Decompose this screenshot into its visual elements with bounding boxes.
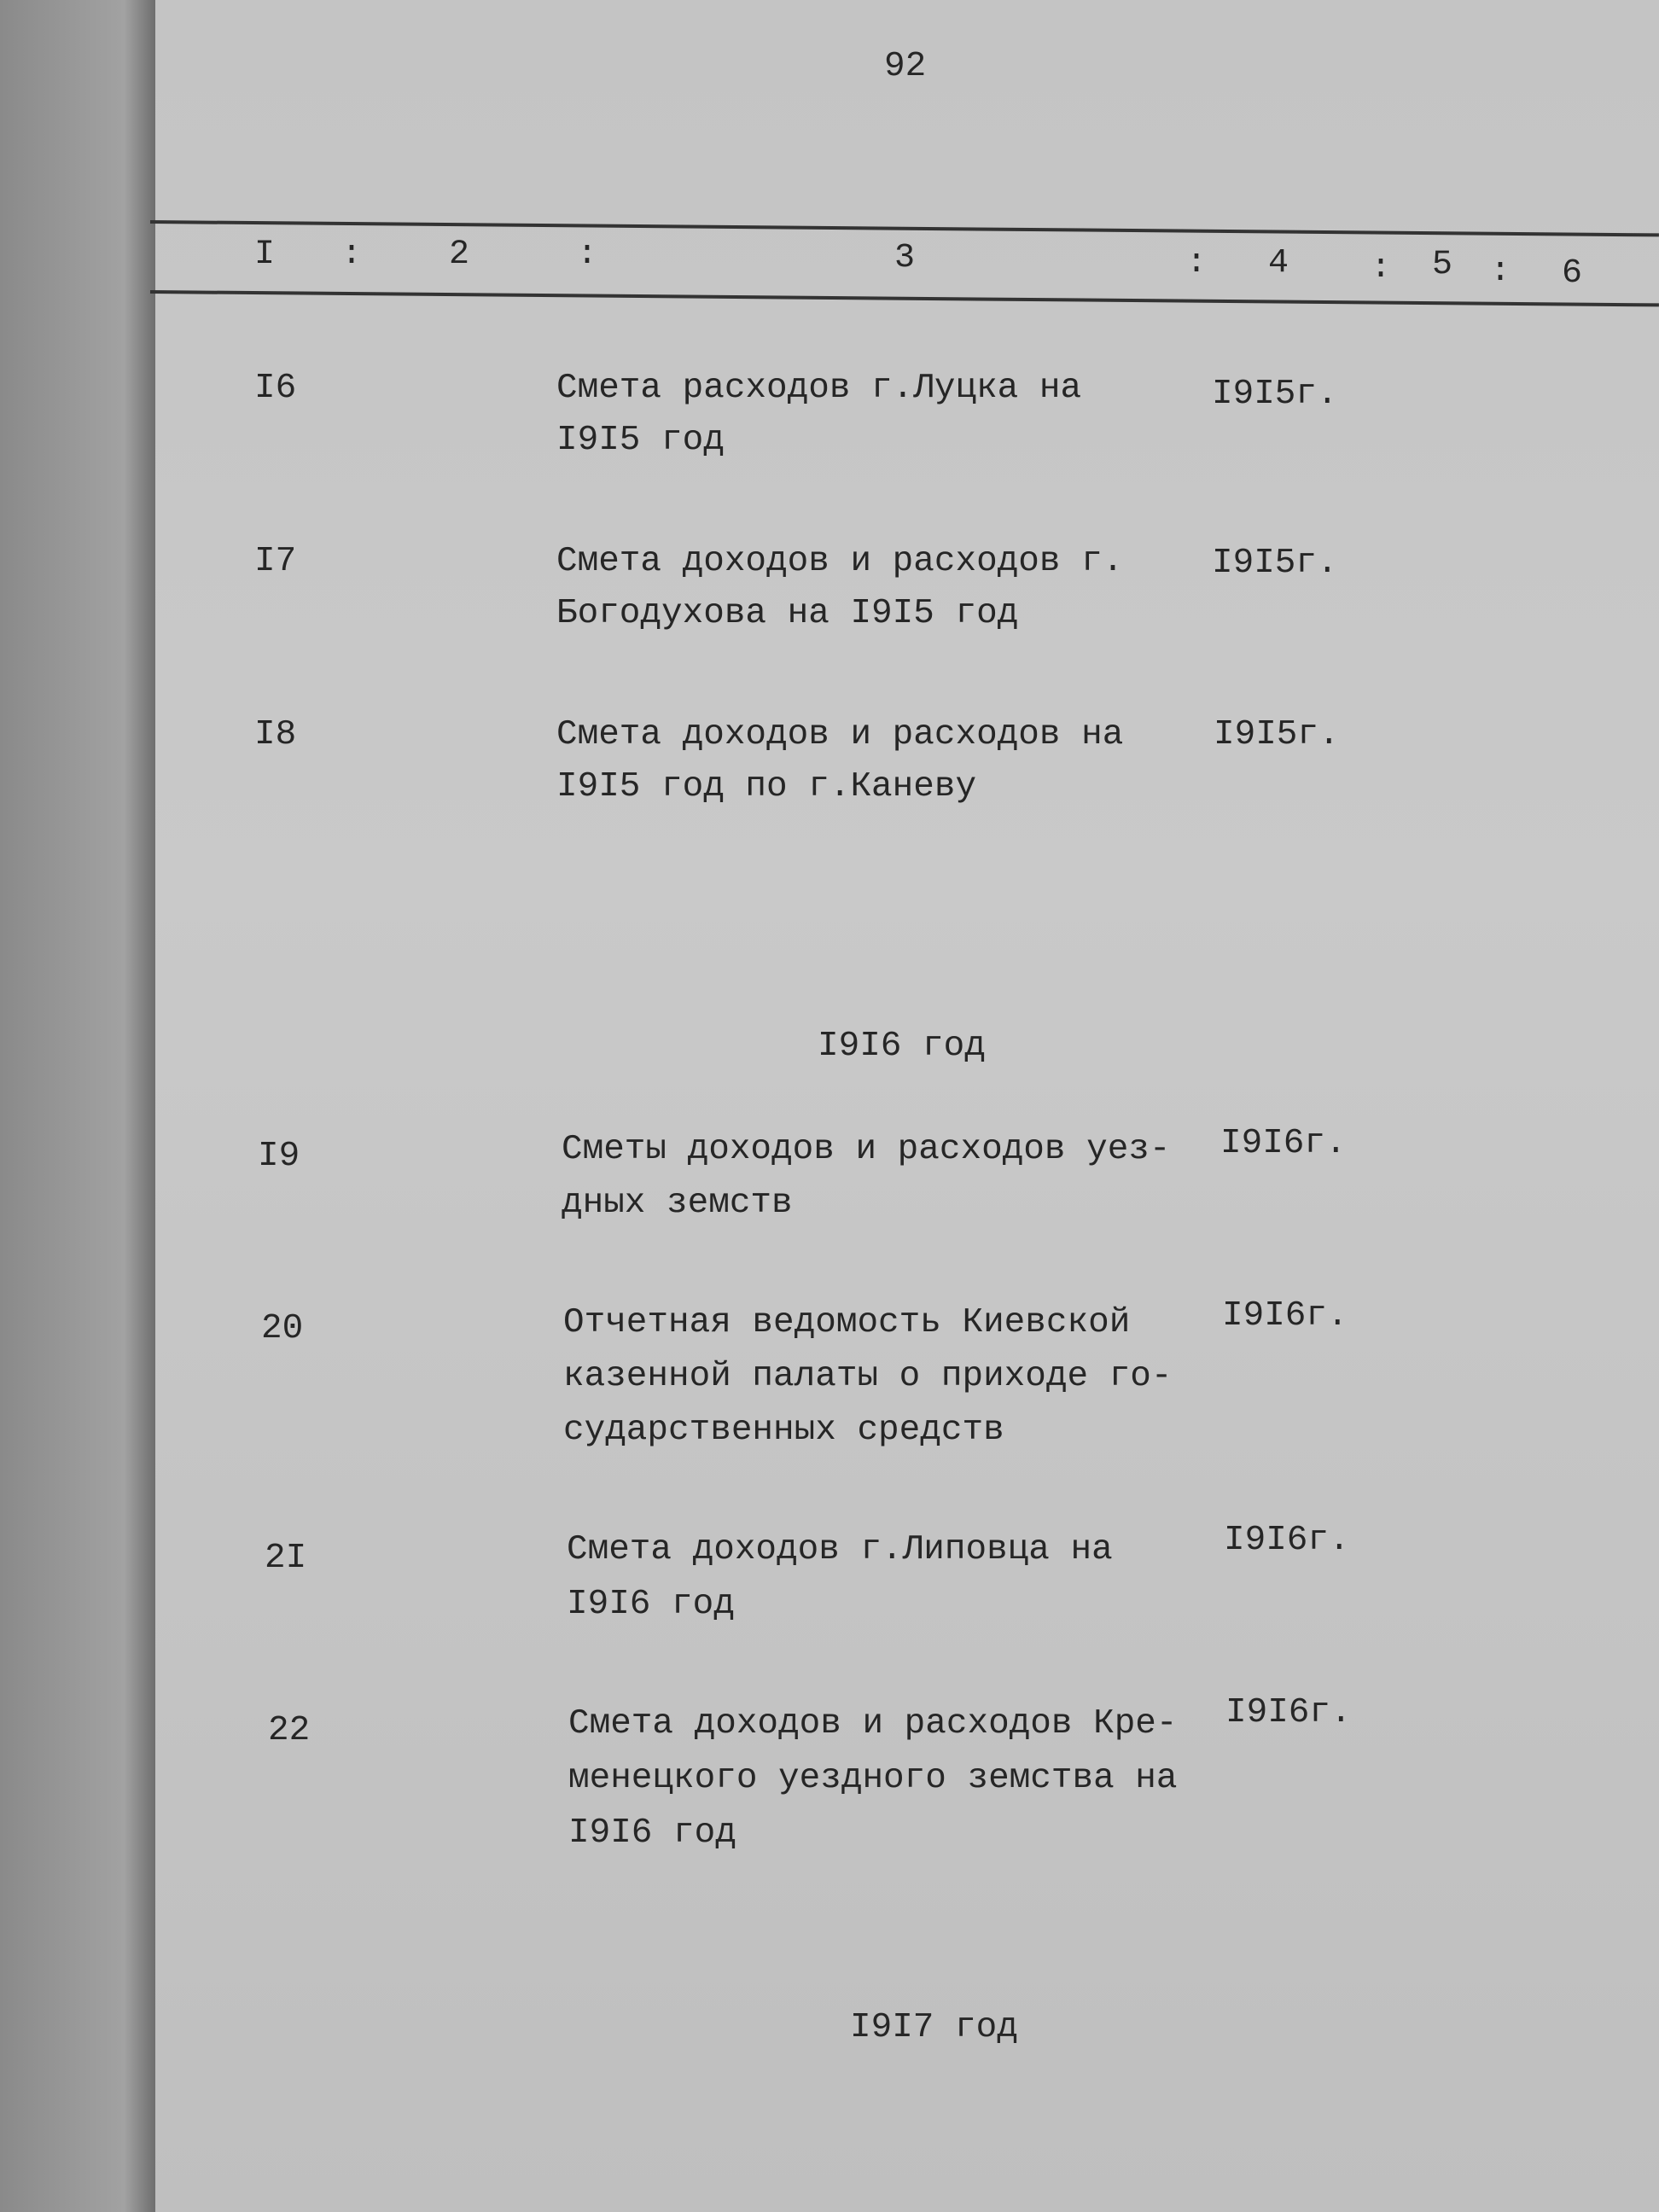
item-number: I8 — [254, 715, 297, 754]
col-1: I — [254, 236, 276, 274]
col-sep: : — [1490, 253, 1511, 291]
col-6: 6 — [1562, 254, 1583, 293]
item-description: Богодухова на I9I5 год — [556, 594, 1019, 633]
section-heading: I9I6 год — [818, 1027, 986, 1066]
col-sep: : — [1371, 249, 1392, 288]
item-description: Смета доходов и расходов на — [556, 715, 1124, 754]
item-description: Сметы доходов и расходов уез- — [562, 1130, 1171, 1169]
col-sep: : — [341, 236, 363, 274]
page-number: 92 — [884, 47, 927, 86]
item-description: Смета доходов г.Липовца на — [567, 1530, 1113, 1569]
col-5: 5 — [1432, 246, 1453, 284]
item-description: I9I6 год — [567, 1585, 735, 1624]
item-description: Смета доходов и расходов г. — [556, 542, 1124, 581]
item-description: казенной палаты о приходе го- — [563, 1357, 1173, 1396]
col-sep: : — [1186, 244, 1208, 282]
item-description: менецкого уездного земства на — [568, 1759, 1178, 1798]
item-date: I9I6г. — [1222, 1296, 1348, 1336]
item-date: I9I5г. — [1212, 544, 1338, 583]
binding-shadow — [0, 0, 155, 2212]
section-heading: I9I7 год — [850, 2008, 1018, 2047]
col-4: 4 — [1268, 244, 1289, 282]
item-date: I9I5г. — [1214, 715, 1340, 754]
item-date: I9I6г. — [1224, 1521, 1350, 1560]
item-number: 22 — [268, 1711, 311, 1750]
item-date: I9I5г. — [1212, 375, 1338, 414]
item-description: I9I5 год — [556, 421, 725, 460]
item-number: 20 — [261, 1309, 304, 1348]
item-number: 2I — [265, 1539, 307, 1578]
item-description: Отчетная ведомость Киевской — [563, 1303, 1131, 1342]
item-description: дных земств — [562, 1184, 793, 1223]
item-description: сударственных средств — [563, 1411, 1004, 1450]
item-number: I7 — [254, 542, 297, 581]
item-description: Смета расходов г.Луцка на — [556, 369, 1082, 408]
item-description: I9I5 год по г.Каневу — [556, 767, 977, 806]
item-date: I9I6г. — [1225, 1693, 1352, 1732]
col-3: 3 — [894, 239, 916, 277]
page — [155, 0, 1659, 2212]
col-sep: : — [577, 236, 598, 274]
item-number: I6 — [254, 369, 297, 408]
item-date: I9I6г. — [1220, 1124, 1347, 1163]
col-2: 2 — [449, 236, 470, 274]
item-number: I9 — [258, 1137, 300, 1176]
item-description: I9I6 год — [568, 1813, 736, 1853]
item-description: Смета доходов и расходов Кре- — [568, 1704, 1178, 1743]
